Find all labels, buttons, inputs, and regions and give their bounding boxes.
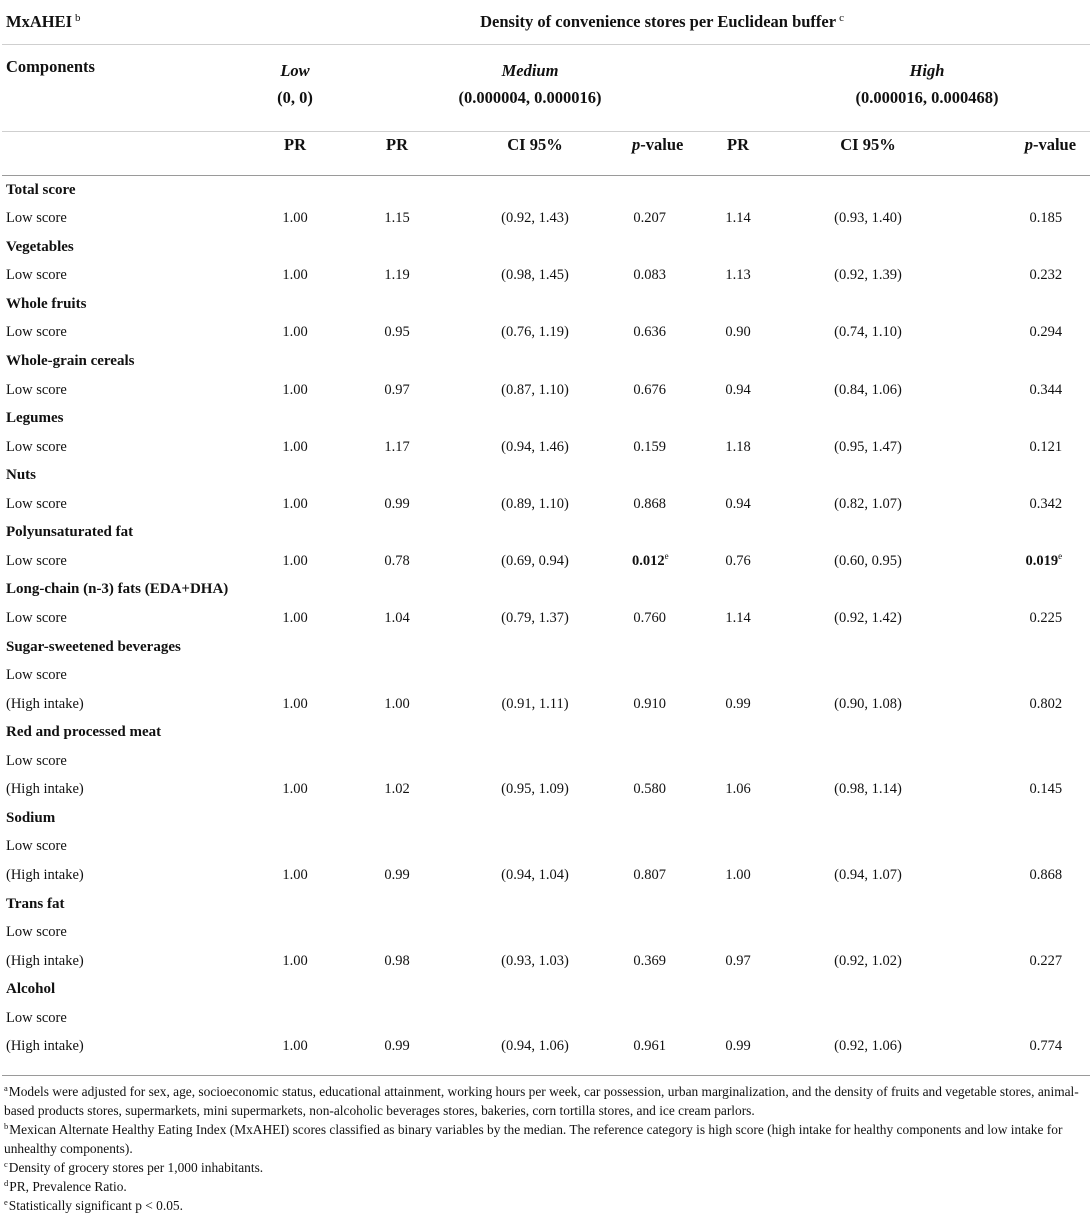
high-ci: (0.92, 1.02) xyxy=(834,952,902,969)
section-row xyxy=(2,176,1090,205)
row-label: Low score xyxy=(6,324,67,341)
high-pvalue: 0.232 xyxy=(1029,267,1063,284)
high-ci: (0.93, 1.40) xyxy=(834,210,902,227)
row-label: Low score xyxy=(6,381,67,398)
table-row xyxy=(2,205,1090,234)
section-label: Trans fat xyxy=(6,895,65,912)
high-pr: 0.99 xyxy=(725,695,751,712)
low-pr: 1.00 xyxy=(282,695,308,712)
medium-ci: (0.87, 1.10) xyxy=(501,381,569,398)
medium-pvalue: 0.676 xyxy=(633,381,666,398)
section-row xyxy=(2,804,1090,833)
high-ci: (0.98, 1.14) xyxy=(834,781,902,798)
high-pr: 0.94 xyxy=(725,381,751,398)
medium-pr: 1.02 xyxy=(384,781,410,798)
medium-pr: 1.04 xyxy=(384,609,410,626)
group-low: Low (0, 0) xyxy=(234,45,356,132)
medium-pvalue: 0.760 xyxy=(633,609,666,626)
medium-ci: (0.92, 1.43) xyxy=(501,210,569,227)
row-label: Low score xyxy=(6,1009,67,1026)
high-ci: (0.82, 1.07) xyxy=(834,495,902,512)
low-pr: 1.00 xyxy=(282,381,308,398)
table-end-rule xyxy=(2,1061,1090,1076)
medium-ci: (0.79, 1.37) xyxy=(501,609,569,626)
medium-pvalue: 0.961 xyxy=(633,1038,666,1055)
row-label: Low score xyxy=(6,267,67,284)
high-pr: 0.97 xyxy=(725,952,751,969)
table-row xyxy=(2,690,1090,719)
table-title: Density of convenience stores per Euclidean buffer $^c$ xyxy=(234,0,1090,45)
high-pvalue: 0.294 xyxy=(1029,324,1063,341)
section-label: Legumes xyxy=(6,410,64,427)
table-row xyxy=(2,833,1090,862)
table-row xyxy=(2,376,1090,405)
high-pvalue: 0.774 xyxy=(1029,1038,1063,1055)
section-label: Alcohol xyxy=(6,981,56,998)
footnote: $^d$PR, Prevalence Ratio. xyxy=(4,1177,127,1195)
low-pr: 1.00 xyxy=(282,324,308,341)
high-pr: 0.90 xyxy=(725,324,751,341)
section-label: Nuts xyxy=(6,467,37,484)
section-label: Sodium xyxy=(6,809,56,826)
medium-ci: (0.76, 1.19) xyxy=(501,324,569,341)
medium-pr: 0.98 xyxy=(384,952,410,969)
high-pr: 0.76 xyxy=(725,552,751,569)
high-pvalue: 0.019e xyxy=(1025,551,1063,569)
low-pr: 1.00 xyxy=(282,267,308,284)
medium-ci: (0.69, 0.94) xyxy=(501,552,569,569)
row-label: Low score xyxy=(6,609,67,626)
col-medium-pvalue: p-value xyxy=(632,132,704,176)
row-label: Low score xyxy=(6,667,67,684)
high-pr: 1.14 xyxy=(725,609,751,626)
table-row xyxy=(2,947,1090,976)
medium-pvalue: 0.369 xyxy=(633,952,666,969)
row-label: Low score xyxy=(6,838,67,855)
medium-pr: 1.19 xyxy=(384,267,410,284)
medium-pvalue: 0.083 xyxy=(633,267,666,284)
column-header-row xyxy=(2,132,1090,176)
row-label: Low score xyxy=(6,438,67,455)
low-pr: 1.00 xyxy=(282,867,308,884)
medium-pvalue: 0.910 xyxy=(633,695,666,712)
medium-ci: (0.94, 1.04) xyxy=(501,867,569,884)
corner-label: MxAHEI $^b$ xyxy=(2,0,234,45)
high-pr: 1.18 xyxy=(725,438,751,455)
row-label: (High intake) xyxy=(6,867,84,884)
group-medium: Medium (0.000004, 0.000016) xyxy=(356,45,704,132)
section-row xyxy=(2,576,1090,605)
high-pr: 1.00 xyxy=(725,867,751,884)
medium-ci: (0.91, 1.11) xyxy=(501,695,569,712)
table-title-row xyxy=(2,0,1090,45)
high-pvalue: 0.802 xyxy=(1029,695,1063,712)
medium-pr: 1.00 xyxy=(384,695,410,712)
col-high-pr: PR xyxy=(704,132,772,176)
col-high-pvalue: p-value xyxy=(964,132,1090,176)
medium-pr: 1.17 xyxy=(384,438,410,455)
high-ci: (0.92, 1.42) xyxy=(834,609,902,626)
medium-pr: 0.97 xyxy=(384,381,410,398)
section-row xyxy=(2,290,1090,319)
medium-pr: 0.78 xyxy=(384,552,410,569)
high-pvalue: 0.121 xyxy=(1029,438,1063,455)
section-row xyxy=(2,519,1090,548)
medium-pr: 0.99 xyxy=(384,1038,410,1055)
medium-pvalue: 0.636 xyxy=(633,324,666,341)
high-ci: (0.92, 1.39) xyxy=(834,267,902,284)
medium-ci: (0.89, 1.10) xyxy=(501,495,569,512)
high-ci: (0.94, 1.07) xyxy=(834,867,902,884)
low-pr: 1.00 xyxy=(282,552,308,569)
section-row xyxy=(2,347,1090,376)
section-label: Sugar-sweetened beverages xyxy=(6,638,181,655)
medium-pvalue: 0.807 xyxy=(633,867,666,884)
medium-pvalue: 0.012e xyxy=(632,551,669,569)
medium-pvalue: 0.207 xyxy=(633,210,666,227)
table-row xyxy=(2,490,1090,519)
footnote: $^e$Statistically significant p < 0.05. xyxy=(4,1196,183,1214)
high-ci: (0.95, 1.47) xyxy=(834,438,902,455)
section-label: Red and processed meat xyxy=(6,724,162,741)
footnotes xyxy=(4,1082,1082,1215)
section-label: Long-chain (n-3) fats (EDA+DHA) xyxy=(6,581,229,598)
medium-pvalue: 0.580 xyxy=(633,781,666,798)
high-pr: 1.06 xyxy=(725,781,751,798)
high-pr: 1.14 xyxy=(725,210,751,227)
row-label: Low score xyxy=(6,495,67,512)
footnote: $^a$Models were adjusted for sex, age, socioeconomic status, educational attainment, working hours per week, car possession, urban marginalization, and the density of fruits and vegetable stores, animal-based products stores, supermarkets, mini supermarkets, non-alcoholic beverages stores, bakeries, corn tortilla stores, and ice cream parlors. xyxy=(4,1082,1079,1119)
high-ci: (0.90, 1.08) xyxy=(834,695,902,712)
high-pvalue: 0.344 xyxy=(1029,381,1063,398)
table-row xyxy=(2,747,1090,776)
high-ci: (0.74, 1.10) xyxy=(834,324,902,341)
high-pvalue: 0.145 xyxy=(1029,781,1063,798)
table-row xyxy=(2,604,1090,633)
section-row xyxy=(2,404,1090,433)
table-row xyxy=(2,433,1090,462)
low-pr: 1.00 xyxy=(282,1038,308,1055)
high-pr: 0.99 xyxy=(725,1038,751,1055)
low-pr: 1.00 xyxy=(282,438,308,455)
table-row xyxy=(2,262,1090,291)
row-label: Low score xyxy=(6,752,67,769)
medium-ci: (0.98, 1.45) xyxy=(501,267,569,284)
section-label: Whole fruits xyxy=(6,295,87,312)
footnote: $^b$Mexican Alternate Healthy Eating Index (MxAHEI) scores classified as binary variables by the median. The reference category is high score (high intake for healthy components and low intake for unhealthy components). xyxy=(4,1120,1063,1157)
row-label: Low score xyxy=(6,924,67,941)
medium-ci: (0.94, 1.06) xyxy=(501,1038,569,1055)
section-row xyxy=(2,718,1090,747)
results-table xyxy=(2,0,1090,1076)
high-pr: 1.13 xyxy=(725,267,751,284)
col-medium-ci: CI 95% xyxy=(438,132,632,176)
table-row xyxy=(2,1004,1090,1033)
row-label: (High intake) xyxy=(6,695,84,712)
low-pr: 1.00 xyxy=(282,952,308,969)
table-row xyxy=(2,776,1090,805)
table-row xyxy=(2,1033,1090,1062)
col-low-pr: PR xyxy=(234,132,356,176)
high-pvalue: 0.868 xyxy=(1029,867,1063,884)
section-label: Total score xyxy=(6,181,76,198)
high-pvalue: 0.225 xyxy=(1029,609,1063,626)
low-pr: 1.00 xyxy=(282,495,308,512)
table-row xyxy=(2,918,1090,947)
group-header-row xyxy=(2,45,1090,132)
components-label: Components xyxy=(2,45,234,132)
medium-pr: 0.99 xyxy=(384,495,410,512)
low-pr: 1.00 xyxy=(282,609,308,626)
medium-pr: 1.15 xyxy=(384,210,410,227)
table-row xyxy=(2,319,1090,348)
row-label: Low score xyxy=(6,552,67,569)
table-row xyxy=(2,547,1090,576)
footnote: $^c$Density of grocery stores per 1,000 inhabitants. xyxy=(4,1158,264,1176)
section-row xyxy=(2,461,1090,490)
section-row xyxy=(2,633,1090,662)
high-pvalue: 0.227 xyxy=(1029,952,1063,969)
section-label: Whole-grain cereals xyxy=(6,353,135,370)
row-label: (High intake) xyxy=(6,1038,84,1055)
section-row xyxy=(2,890,1090,919)
low-pr: 1.00 xyxy=(282,210,308,227)
col-medium-pr: PR xyxy=(356,132,438,176)
section-label: Polyunsaturated fat xyxy=(6,524,134,541)
group-high: High (0.000016, 0.000468) xyxy=(704,45,1090,132)
medium-ci: (0.93, 1.03) xyxy=(501,952,569,969)
high-ci: (0.84, 1.06) xyxy=(834,381,902,398)
row-label: (High intake) xyxy=(6,781,84,798)
medium-pr: 0.99 xyxy=(384,867,410,884)
medium-ci: (0.94, 1.46) xyxy=(501,438,569,455)
section-row xyxy=(2,233,1090,262)
high-ci: (0.92, 1.06) xyxy=(834,1038,902,1055)
high-pr: 0.94 xyxy=(725,495,751,512)
high-pvalue: 0.342 xyxy=(1029,495,1063,512)
row-label: (High intake) xyxy=(6,952,84,969)
row-label: Low score xyxy=(6,210,67,227)
table-row xyxy=(2,661,1090,690)
section-row xyxy=(2,976,1090,1005)
section-label: Vegetables xyxy=(6,238,74,255)
medium-pvalue: 0.868 xyxy=(633,495,666,512)
low-pr: 1.00 xyxy=(282,781,308,798)
high-ci: (0.60, 0.95) xyxy=(834,552,902,569)
high-pvalue: 0.185 xyxy=(1029,210,1063,227)
medium-pvalue: 0.159 xyxy=(633,438,666,455)
medium-ci: (0.95, 1.09) xyxy=(501,781,569,798)
table-row xyxy=(2,861,1090,890)
medium-pr: 0.95 xyxy=(384,324,410,341)
col-high-ci: CI 95% xyxy=(772,132,964,176)
